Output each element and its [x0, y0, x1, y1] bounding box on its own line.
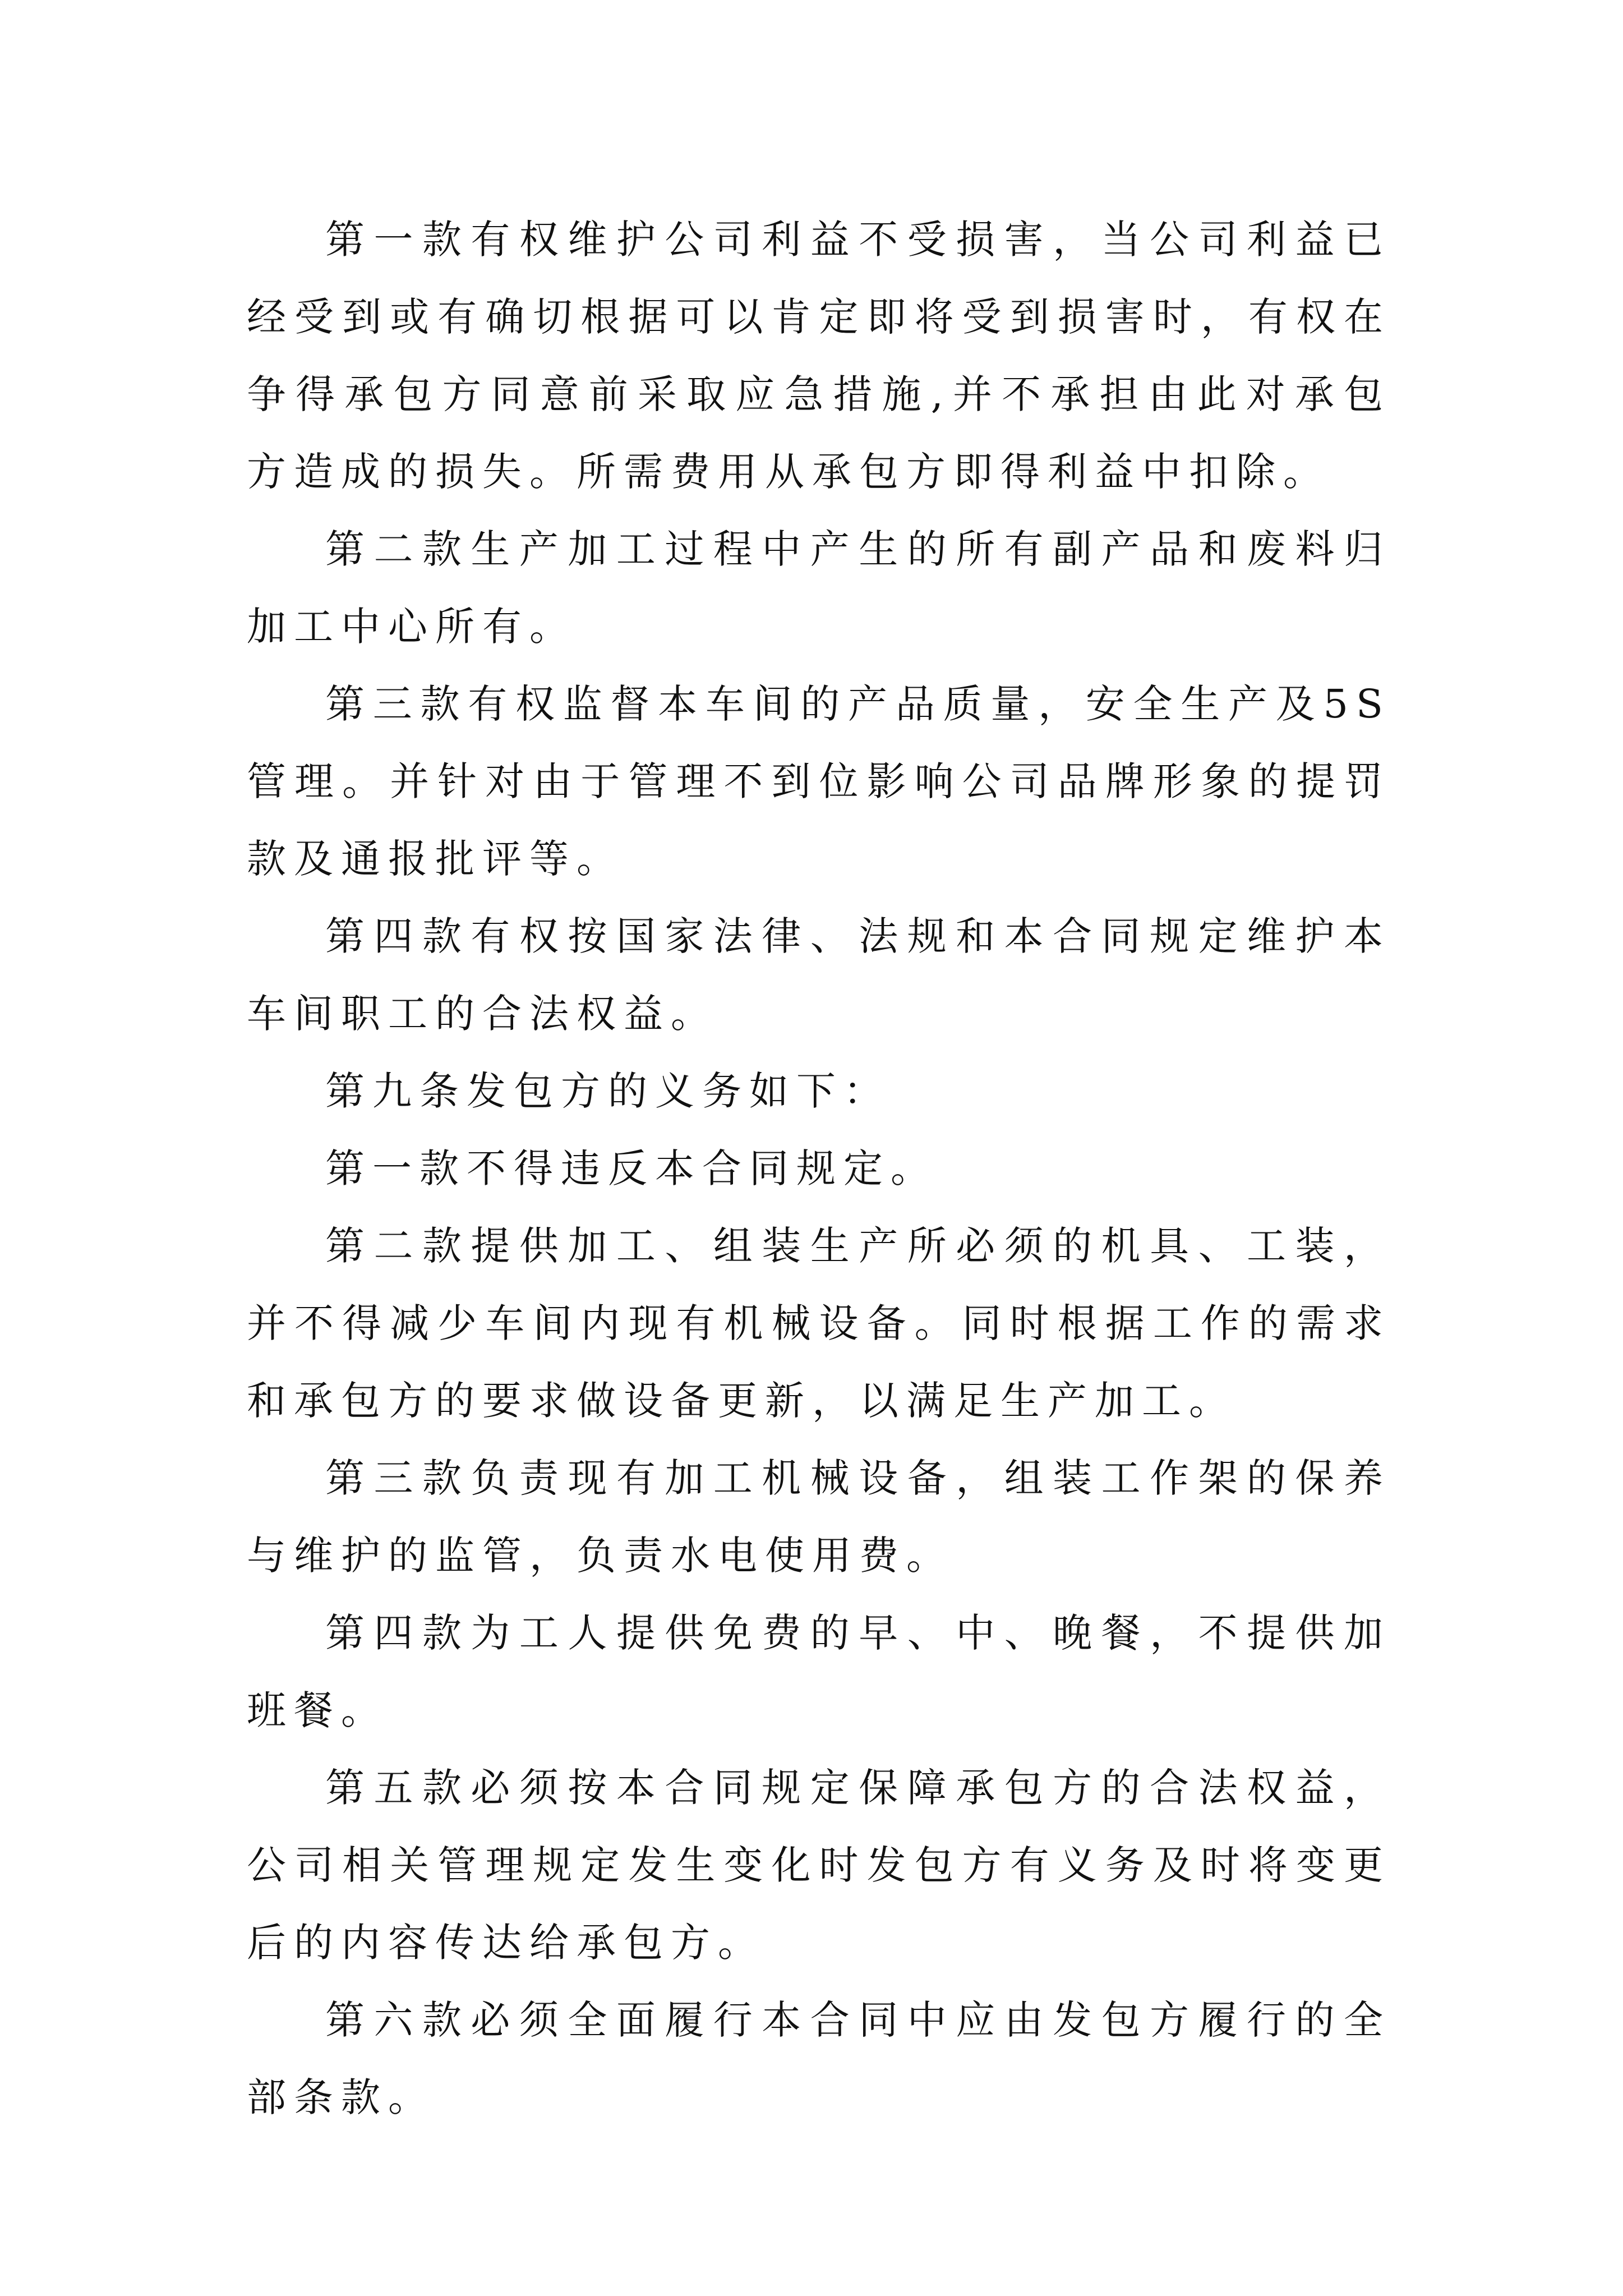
paragraph-8: 第三款负责现有加工机械设备，组装工作架的保养与维护的监管，负责水电使用费。	[247, 1455, 1391, 1579]
paragraph-11: 第六款必须全面履行本合同中应由发包方履行的全部条款。	[247, 1997, 1391, 2120]
paragraph-9: 第四款为工人提供免费的早、中、晚餐，不提供加班餐。	[247, 1610, 1391, 1733]
paragraph-7: 第二款提供加工、组装生产所必须的机具、工装，并不得减少车间内现有机械设备。同时根据工作的需求和承包方的要求做设备更新，以满足生产加工。	[247, 1223, 1391, 1424]
paragraph-6: 第一款不得违反本合同规定。	[325, 1145, 938, 1191]
paragraph-2: 第二款生产加工过程中产生的所有副产品和废料归加工中心所有。	[247, 526, 1391, 650]
paragraph-10: 第五款必须按本合同规定保障承包方的合法权益，公司相关管理规定发生变化时发包方有义务及时将变更后的内容传达给承包方。	[247, 1765, 1391, 1966]
document-body	[247, 201, 1391, 2136]
paragraph-4: 第四款有权按国家法律、法规和本合同规定维护本车间职工的合法权益。	[247, 913, 1391, 1037]
article-9-heading: 第九条发包方的义务如下：	[325, 1068, 891, 1114]
paragraph-3: 第三款有权监督本车间的产品质量，安全生产及5S管理。并针对由于管理不到位影响公司品牌形象的提罚款及通报批评等。	[247, 681, 1391, 882]
paragraph-1: 第一款有权维护公司利益不受损害，当公司利益已经受到或有确切根据可以肯定即将受到损害时，有权在争得承包方同意前采取应急措施,并不承担由此对承包方造成的损失。所需费用从承包方即得利益中扣除。	[247, 217, 1391, 495]
